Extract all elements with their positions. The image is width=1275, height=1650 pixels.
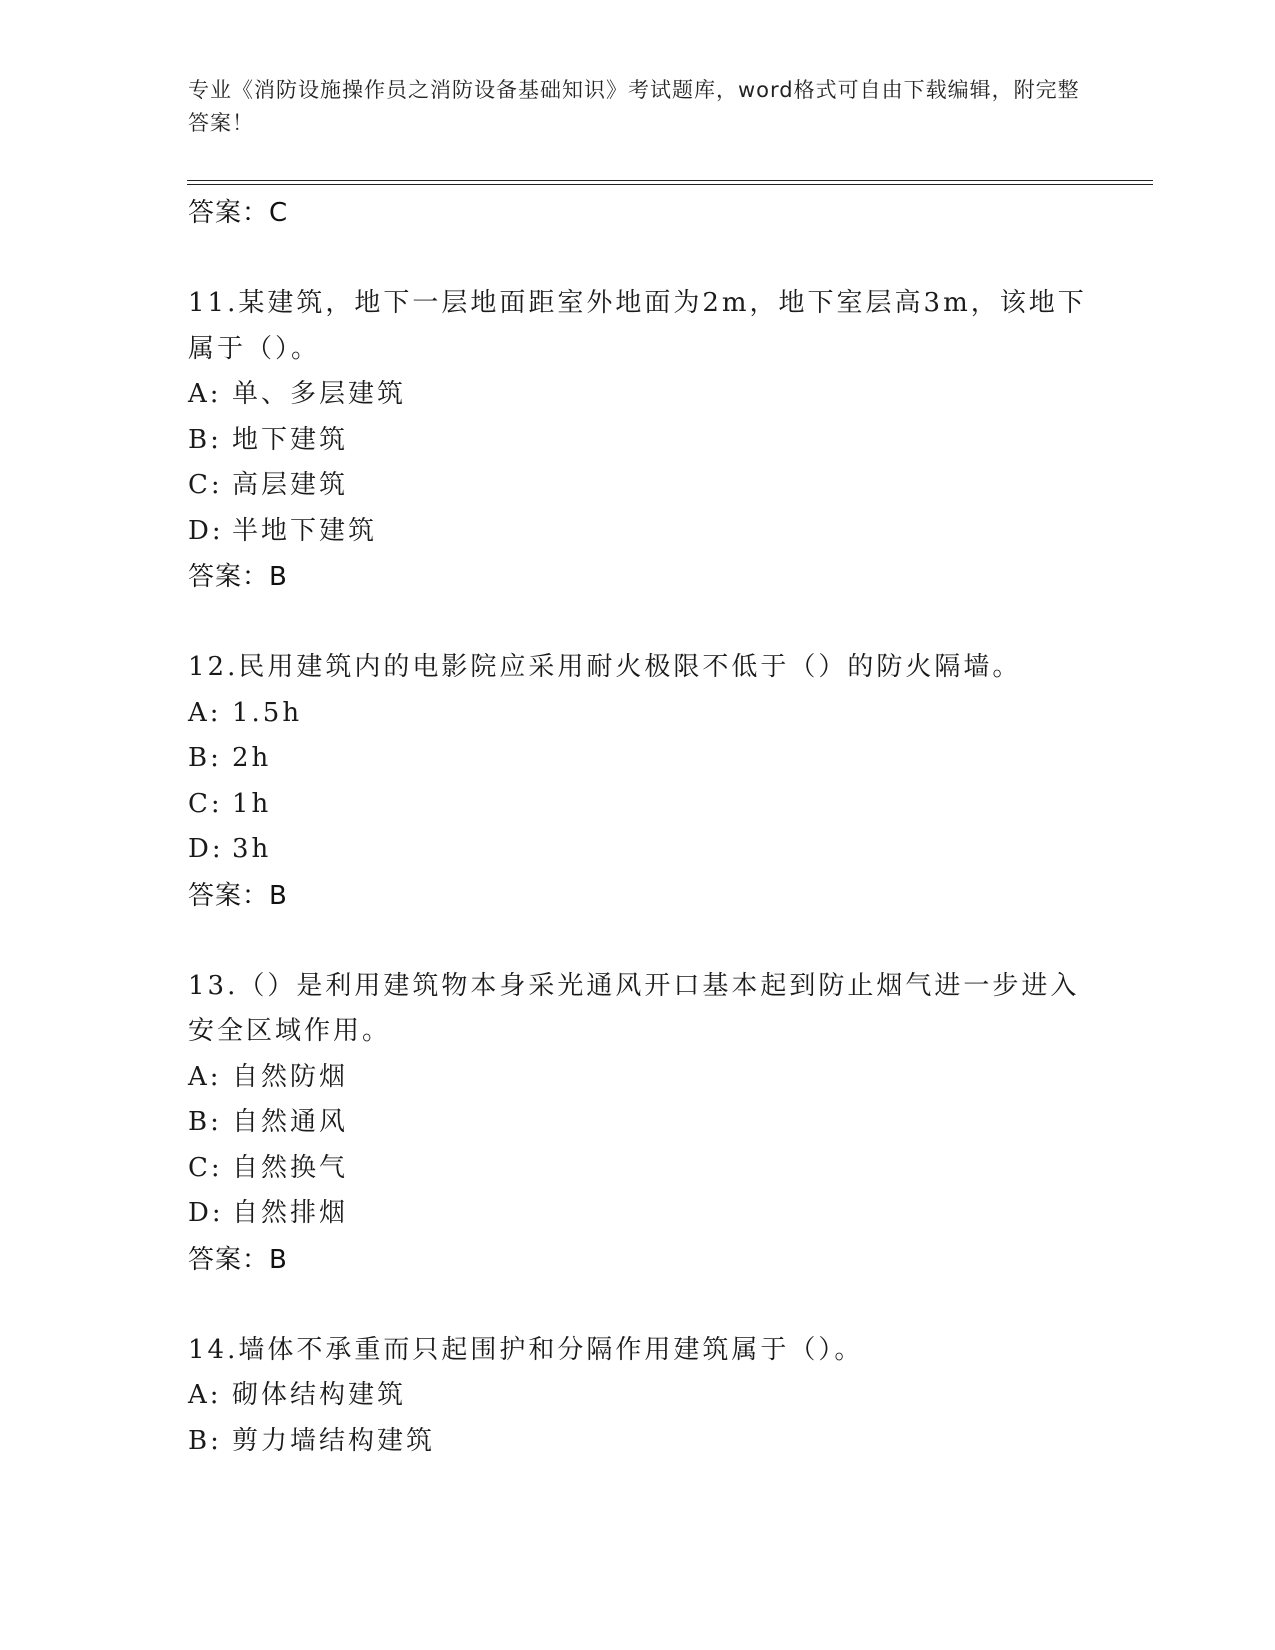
option-c xyxy=(188,463,1088,509)
option-text: 半地下建筑 xyxy=(232,515,378,546)
option-text: 单、多层建筑 xyxy=(232,379,407,409)
option-text: 自然通风 xyxy=(232,1107,349,1137)
option-a xyxy=(188,1055,1088,1101)
option-text: 2h xyxy=(232,743,272,773)
option-b xyxy=(188,1419,1088,1465)
option-d xyxy=(188,509,1088,555)
option-text: 高层建筑 xyxy=(232,470,349,500)
option-text: 3h xyxy=(232,834,272,864)
option-letter: B: xyxy=(188,1107,222,1137)
option-text: 地下建筑 xyxy=(232,424,349,455)
option-text: 1.5h xyxy=(232,697,303,728)
option-d xyxy=(188,827,1088,873)
option-d xyxy=(188,1191,1088,1237)
option-b xyxy=(188,736,1088,782)
header-divider-top xyxy=(187,180,1153,181)
option-text: 1h xyxy=(232,788,272,819)
option-text: 自然排烟 xyxy=(232,1198,349,1228)
option-letter: B: xyxy=(188,1425,222,1456)
answer-line: 答案：B xyxy=(188,1244,288,1275)
option-text: 自然防烟 xyxy=(232,1061,349,1092)
option-letter: C: xyxy=(188,788,223,819)
option-b xyxy=(188,418,1088,464)
question-stem: 11.某建筑，地下一层地面距室外地面为2m，地下室层高3m，该地下属于（）。 xyxy=(188,288,1087,364)
option-a xyxy=(188,1373,1088,1419)
option-letter: A: xyxy=(188,379,222,409)
option-text: 砌体结构建筑 xyxy=(232,1380,407,1410)
option-a xyxy=(188,372,1088,418)
answer-line: 答案：B xyxy=(188,562,288,592)
answer-line: 答案：C xyxy=(188,198,289,228)
question-item xyxy=(188,1328,1088,1465)
option-letter: A: xyxy=(188,1061,222,1092)
answer-line: 答案：B xyxy=(188,880,288,911)
header-divider-bottom xyxy=(187,184,1153,185)
option-letter: C: xyxy=(188,470,223,500)
option-a xyxy=(188,691,1088,737)
question-stem: 14.墙体不承重而只起围护和分隔作用建筑属于（）。 xyxy=(188,1334,864,1365)
question-list xyxy=(188,190,1088,1464)
option-text: 剪力墙结构建筑 xyxy=(232,1425,436,1456)
question-stem: 13.（）是利用建筑物本身采光通风开口基本起到防止烟气进一步进入安全区域作用。 xyxy=(188,970,1080,1046)
question-item xyxy=(188,964,1088,1283)
option-letter: C: xyxy=(188,1152,223,1183)
document-header: 专业《消防设施操作员之消防设备基础知识》考试题库，word格式可自由下载编辑，附完整答案！ xyxy=(188,78,1080,135)
option-c xyxy=(188,782,1088,828)
option-letter: A: xyxy=(188,697,222,728)
option-b xyxy=(188,1100,1088,1146)
option-letter: B: xyxy=(188,743,222,773)
option-letter: D: xyxy=(188,834,224,864)
question-item xyxy=(188,645,1088,919)
option-letter: B: xyxy=(188,424,222,455)
option-c xyxy=(188,1146,1088,1192)
option-letter: D: xyxy=(188,515,224,546)
question-stem: 12.民用建筑内的电影院应采用耐火极限不低于（）的防火隔墙。 xyxy=(188,652,1022,682)
option-text: 自然换气 xyxy=(232,1152,349,1183)
option-letter: A: xyxy=(188,1380,222,1410)
question-item xyxy=(188,281,1088,600)
option-letter: D: xyxy=(188,1198,224,1228)
